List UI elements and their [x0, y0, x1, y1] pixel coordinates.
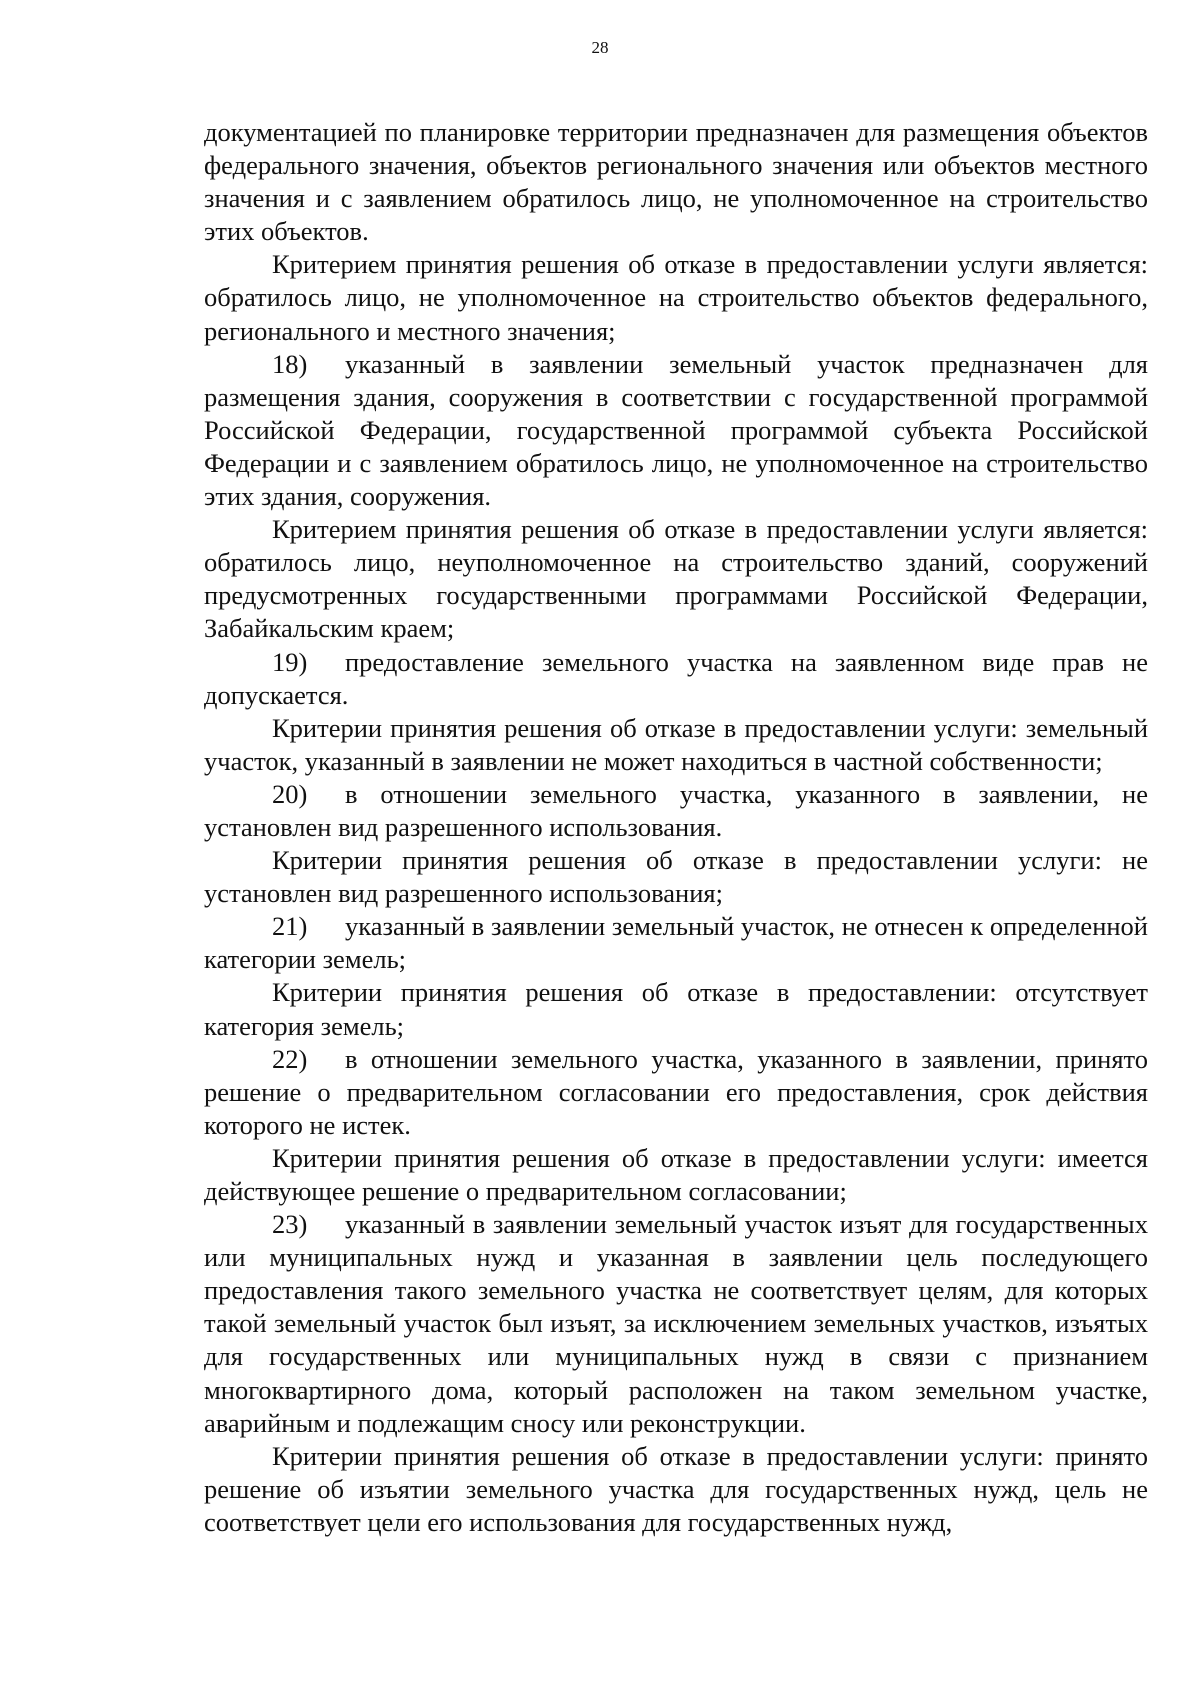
- paragraph: [204, 976, 1148, 1042]
- paragraph-text: Критерием принятия решения об отказе в предоставлении услуги является: обратилось лицо, не уполномоченное на строительство объектов федерального, регионального и местного значения;: [204, 249, 1148, 346]
- paragraph: [204, 910, 1148, 976]
- paragraph: [204, 712, 1148, 778]
- paragraph: [204, 844, 1148, 910]
- list-item-number: 22): [272, 1043, 308, 1074]
- paragraph-text: указанный в заявлении земельный участок предназначен для размещения здания, сооружения в соответствии с государственной программой Российской Федерации, государственной программой субъекта Российской Федерации и с заявлением обратилось лицо, не уполномоченное на строительство этих здания, сооружения.: [204, 348, 1148, 512]
- page-number: 28: [591, 38, 609, 57]
- paragraph-text: указанный в заявлении земельный участок, не отнесен к определенной категории земель;: [204, 911, 1148, 975]
- paragraph-text: в отношении земельного участка, указанного в заявлении, не установлен вид разрешенного использования.: [204, 778, 1148, 842]
- list-item-number: 23): [272, 1209, 308, 1240]
- paragraph: [204, 1142, 1148, 1208]
- paragraph: [204, 778, 1148, 844]
- paragraph: [204, 248, 1148, 347]
- paragraph-text: Критерии принятия решения об отказе в предоставлении услуги: не установлен вид разрешенного использования;: [204, 845, 1148, 909]
- paragraph-text: предоставление земельного участка на заявленном виде прав не допускается.: [204, 646, 1148, 710]
- paragraph: [204, 348, 1148, 513]
- paragraph-text: Критерием принятия решения об отказе в предоставлении услуги является: обратилось лицо, неуполномоченное на строительство зданий, сооружений предусмотренных государственными программами Российской Федерации, Забайкальским краем;: [204, 514, 1148, 644]
- paragraph-text: Критерии принятия решения об отказе в предоставлении: отсутствует категория земель;: [204, 977, 1148, 1041]
- paragraph: [204, 1043, 1148, 1142]
- list-item-number: 20): [272, 778, 308, 809]
- paragraph-text: указанный в заявлении земельный участок изъят для государственных или муниципальных нужд и указанная в заявлении цель последующего предоставления такого земельного участка не соответствует целям, для которых такой земельный участок был изъят, за исключением земельных участков, изъятых для государственных или муниципальных нужд в связи с признанием многоквартирного дома, который расположен на таком земельном участке, аварийным и подлежащим сносу или реконструкции.: [204, 1209, 1148, 1438]
- paragraph-text: Критерии принятия решения об отказе в предоставлении услуги: имеется действующее решение о предварительном согласовании;: [204, 1142, 1148, 1206]
- paragraph: [204, 1440, 1148, 1539]
- list-item-number: 19): [272, 646, 308, 677]
- list-item-number: 21): [272, 911, 308, 942]
- paragraph: [204, 513, 1148, 645]
- list-item-number: 18): [272, 348, 308, 379]
- paragraph: [204, 1208, 1148, 1440]
- paragraph: [204, 646, 1148, 712]
- document-body: [204, 116, 1148, 1539]
- paragraph: [204, 116, 1148, 248]
- paragraph-text: документацией по планировке территории предназначен для размещения объектов федерального значения, объектов регионального значения или объектов местного значения и с заявлением обратилось лицо, не уполномоченное на строительство этих объектов.: [204, 117, 1148, 247]
- paragraph-text: в отношении земельного участка, указанного в заявлении, принято решение о предварительном согласовании его предоставления, срок действия которого не истек.: [204, 1043, 1148, 1140]
- paragraph-text: Критерии принятия решения об отказе в предоставлении услуги: земельный участок, указанный в заявлении не может находиться в частной собственности;: [204, 712, 1148, 776]
- paragraph-text: Критерии принятия решения об отказе в предоставлении услуги: принято решение об изъятии земельного участка для государственных нужд, цель не соответствует цели его использования для государственных нужд,: [204, 1440, 1148, 1537]
